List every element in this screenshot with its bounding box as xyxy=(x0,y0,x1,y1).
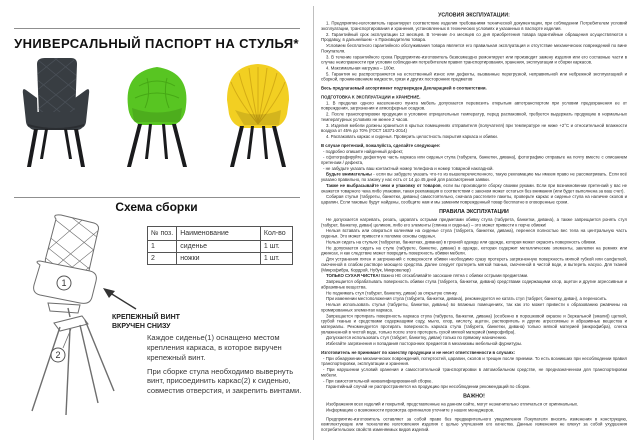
screw-label xyxy=(112,313,222,332)
paragraph: - При обнаружении механических повреждений, потертостей, царапин, сколов и трещин после приемки. То есть возникших при несоблюдении правил транспортировки, эксплуатации и хранения. xyxy=(321,355,627,367)
table-row xyxy=(148,253,293,265)
usage-conditions-section xyxy=(321,10,627,442)
chair-image-dark xyxy=(10,54,102,172)
section-title-usage: УСЛОВИЯ ЭКСПЛУАТАЦИИ: xyxy=(438,12,510,18)
paragraph: - не забудьте указать ваш контактный номер телефона и номер товарной накладной. xyxy=(323,165,494,171)
header-pos: № поз. xyxy=(148,227,177,241)
paragraph: - При самостоятельной неквалифицированной сборке. xyxy=(323,378,433,384)
paragraph: Изображения всех изделий и покрытий, представленные на данном сайте, могут незначительно отличаться от оригинальных. xyxy=(326,401,579,407)
section-title-important: ВАЖНО! xyxy=(463,393,485,400)
paragraph: 4. Максимальная нагрузка – 100кг. xyxy=(326,65,395,71)
screw-label-line2: ВКРУЧЕН СНИЗУ xyxy=(112,323,171,331)
seat-drawing xyxy=(34,213,102,313)
paragraph: Не допускается нагревать, резать, царапать острыми предметами обивку стула (табурета, банкетки, дивана), а также запрещается ронять стул (табурет, банкетку, диван) целиком, либо его элементы (спинка и сиденье) – это может привести к порче обивки! xyxy=(321,217,627,228)
paragraph: Предприятие-изготовитель оставляет за собой право без предварительного уведомления Покупателя вносить изменения в конструкцию, комплектующие или технологию изготовления изделия с целью улучшения его качества. Данные изменения не влекут за собой ухудшения потребительских свойств изменяемых видов изделий. xyxy=(321,416,627,433)
chair-photos xyxy=(10,54,304,174)
table-row xyxy=(148,241,293,253)
manufacturer-liability: Изготовитель не принимает по качеству продукции и не несет ответственности в случаях: xyxy=(321,349,516,355)
paragraph: Допускается использовать стул (табурет, банкетку, диван) только по прямому назначению. xyxy=(326,335,507,341)
parts-table xyxy=(147,226,293,265)
paragraph: 2. После транспортировки продукции в условиях отрицательных температур, перед распаковкой, требуется выдержать продукцию в нормальных температурных условиях не менее 2 часов. xyxy=(321,111,627,122)
paragraph: Запрещается протирать поверхность каркаса стула (табурета, банкетки, дивана) (особенно в порошковой окраске и Зеркальной (эмали)) щеткой, грубой тканью и средствами содержащими соду, мыло, хлор, кислоту, ацетон, растворитель и другие агрессивные и абразивные вещества и материалы. Рекомендуется протирать поверхность каркаса стула (табурета, банкетки, дивана) только мягкой материей (микрофибра), слегка увлажненной в чистой воде, только после этого протереть сухой мягкой материей (микрофибра). xyxy=(321,313,627,335)
paragraph: 1. Предприятие-изготовитель гарантирует соответствие изделия требованиям технической документации, при соблюдении Потребителем условий эксплуатации, транспортирования и хранения, установленных в технических условиях и указанных в паспорте изделия. xyxy=(321,20,627,31)
page-title: УНИВЕРСАЛЬНЫЙ ПАСПОРТ НА СТУЛЬЯ* xyxy=(14,36,299,51)
paragraph: Нельзя использовать стулья (табуреты, банкетки, диваны) во влажных помещениях, так как это может привести к образованию ржавчины на хромированных элементах каркаса. xyxy=(321,302,627,313)
paragraph: 3. Изделия мебели должны храниться в крытых помещениях отправителя (получателя) при температуре не ниже +2°С и относительной влажности воздуха от 45% до 70% (ГОСТ 16371-2014) xyxy=(321,122,627,134)
cell-name: сиденье xyxy=(177,241,261,253)
paragraph: 3. В течение гарантийного срока Предприятие-изготовитель безвозмездно ремонтирует или производит замену изделия или его составные части в случае неисправности при условии соблюдения потребителем правил транспортирования, хранения, эксплуатации и сборки каркасов. xyxy=(321,54,627,65)
cell-name: ножки xyxy=(177,253,261,265)
marker-2: 2 xyxy=(55,350,61,360)
paragraph: 2. Гарантийный срок эксплуатации 12 месяцев. В течение 4-х месяцев со дня приобретения товара гарантийные обращения осуществляются к Продавцу, в дальнейшем - к Производителю товара. xyxy=(321,31,627,43)
header-qty: Кол-во xyxy=(260,227,292,241)
assembly-instruction-2: При сборке стула необходимо вывернуть винт, присоединить каркас(2) к сиденью, совместив отверстия, и закрепить винтами. xyxy=(147,366,302,396)
claims-intro: В случае претензий, пожалуйста, сделайте следующее: xyxy=(321,142,441,148)
assembly-title: Схема сборки xyxy=(115,200,198,214)
paragraph: 1. В пределах одного населенного пункта мебель допускается перевозить открытым автотранспортом при условии предохранения ее от повреждения, загрязнения и атмосферных осадков. xyxy=(321,100,627,111)
paragraph: - подробно опишите найденный дефект, xyxy=(323,148,404,154)
paragraph: 5. Гарантия не распространяется на естественный износ или дефекты, вызванные перегрузкой, неправильной или небрежной эксплуатацией и сборкой, проникновением жидкости, грязи и других посторонних предметов xyxy=(321,71,627,82)
cell-pos: 1 xyxy=(148,241,177,253)
vertical-divider xyxy=(313,6,314,440)
paragraph: Собирая стулья (табуреты, банкетки, диваны) самостоятельно, сначала расстелите пакеты, проверьте каркас и сиденье стула на наличие сколов и царапин. Если таковые будут найдены, сообщите нам и мы заменим поврежденный товар бесплатно в оговоренные сроки. xyxy=(321,194,627,205)
chair-image-yellow xyxy=(212,54,304,172)
paragraph: Для устранения пятен и загрязнений с поверхности обивки необходимо сразу протереть загрязненную поверхность мягкой губкой или салфеткой, смоченной в слабом растворе моющего средства. Далее следует протереть мягкой тканью, смоченной в чистой воде, и вытереть насухо. Для тканей (Микрофибра, Кордрой, Нубук, Микровелюр) xyxy=(321,256,627,273)
usage-conditions-text xyxy=(321,12,627,432)
table-header-row xyxy=(148,227,293,241)
assembly-instruction-1: Каждое сиденье(1) оснащено местом крепления каркаса, в которое вкручен крепежный винт. xyxy=(147,333,282,362)
section-title-preparation: ПОДГОТОВКА К ЭКСПЛУАТАЦИИ и ХРАНЕНИЕ. xyxy=(321,94,421,100)
paragraph: - сфотографируйте дефектную часть каркаса или сиденья стула (табурета, банкетки, дивана), фотографию отправьте на почту вместе с описанием претензии / дефекта, xyxy=(321,154,627,166)
paragraph: При изменении местоположения стула (табурета, банкетки, дивана), рекомендуется не катать стул (табурет, банкетку, диван), а переносить. xyxy=(326,296,608,302)
declaration-note: Весь предлагаемый ассортимент подтвержден Декларацией о соответствии. xyxy=(321,85,487,91)
paragraph: Не поднимать стул (табурет, банкетку, диван) за открытую спинку. xyxy=(326,290,458,296)
paragraph: Гарантийный случай не распространяется на продукцию при несоблюдении рекомендаций по сборке. xyxy=(326,384,531,390)
section-title-rules: ПРАВИЛА ЭКСПЛУАТАЦИИ xyxy=(439,208,509,215)
paragraph: - При нарушении условий хранения и самостоятельной транспортировки в автомобильном средстве, не предназначенном для транспортировки мебели. xyxy=(321,367,627,378)
cell-qty: 1 шт. xyxy=(260,253,292,265)
paragraph: Информацию о возможности просмотра оригиналов уточните у наших менеджеров. xyxy=(326,407,495,413)
paragraph: ТОЛЬКО СУХАЯ ЧИСТКА! Важно НЕ отскабливайте засохшие пятна с обивки острыми предметами. xyxy=(326,273,529,279)
paragraph: 4. Распаковать каркас и сиденья. Проверить целостность покрытия каркаса и обивки. xyxy=(326,134,498,140)
marker-1: 1 xyxy=(61,278,67,288)
cell-pos: 2 xyxy=(148,253,177,265)
arrow-icon xyxy=(103,288,136,309)
section-divider xyxy=(14,197,300,198)
paragraph: Также не выбрасывайте чеки и упаковку от товаров, если вы производите сборку своими руками. Если при возникновении претензий у вас не окажется товарного чека либо упаковки, такая рекламация в соответствии с законом может остаться без внимания (или будет выполнена за ваш счет). xyxy=(321,182,627,194)
screw-label-line1: КРЕПЕЖНЫЙ ВИНТ xyxy=(112,314,180,321)
assembly-instructions xyxy=(147,333,311,400)
frame-drawing xyxy=(32,308,114,415)
paragraph: Запрещается обрабатывать поверхность обивки стула (табурета, банкетки, дивана) средствами содержащими хлор, ацетон и другие агрессивные и абразивные вещества. xyxy=(321,279,627,290)
paragraph: Нельзя сидеть на стульях (табуретах, банкетках, диванах) в грязной одежде или одежде, которая может окрасить поверхность обивки. xyxy=(326,239,597,245)
paragraph: Нельзя вставать или опираться коленями на сиденье стула (табурета, банкетки, дивана), перенеся полностью вес тела на центральную часть сиденья. Это может привести к поломке основы сиденья. xyxy=(321,228,627,239)
paragraph: Не допускается сидеть на стуле (табурете, банкетке, диване) в одежде, которая содержит металлические элементы, заклепки на ремнях или джинсах, и как следствие может повредить поверхность обивки мебели. xyxy=(321,245,627,256)
chair-image-green xyxy=(111,54,203,172)
top-rule xyxy=(14,28,300,29)
paragraph: Условием бесплатного гарантийного обслуживания товара является его правильная эксплуатация и отсутствие механических повреждений по вине Покупателя. xyxy=(321,43,627,54)
paragraph: Будьте внимательны - если вы забудете указать что-то из вышеперечисленного, такую рекламацию мы имеем право не рассматривать. Если всё указано правильно, по закону у нас есть от 14 до 45 дней для рассмотрения заявки. xyxy=(321,171,627,183)
paragraph: Избегайте загрязнения и попадания посторонних предметов в механизмы мебельной фурнитуры. xyxy=(326,341,523,347)
cell-qty: 1 шт. xyxy=(260,241,292,253)
header-name: Наименование xyxy=(177,227,261,241)
